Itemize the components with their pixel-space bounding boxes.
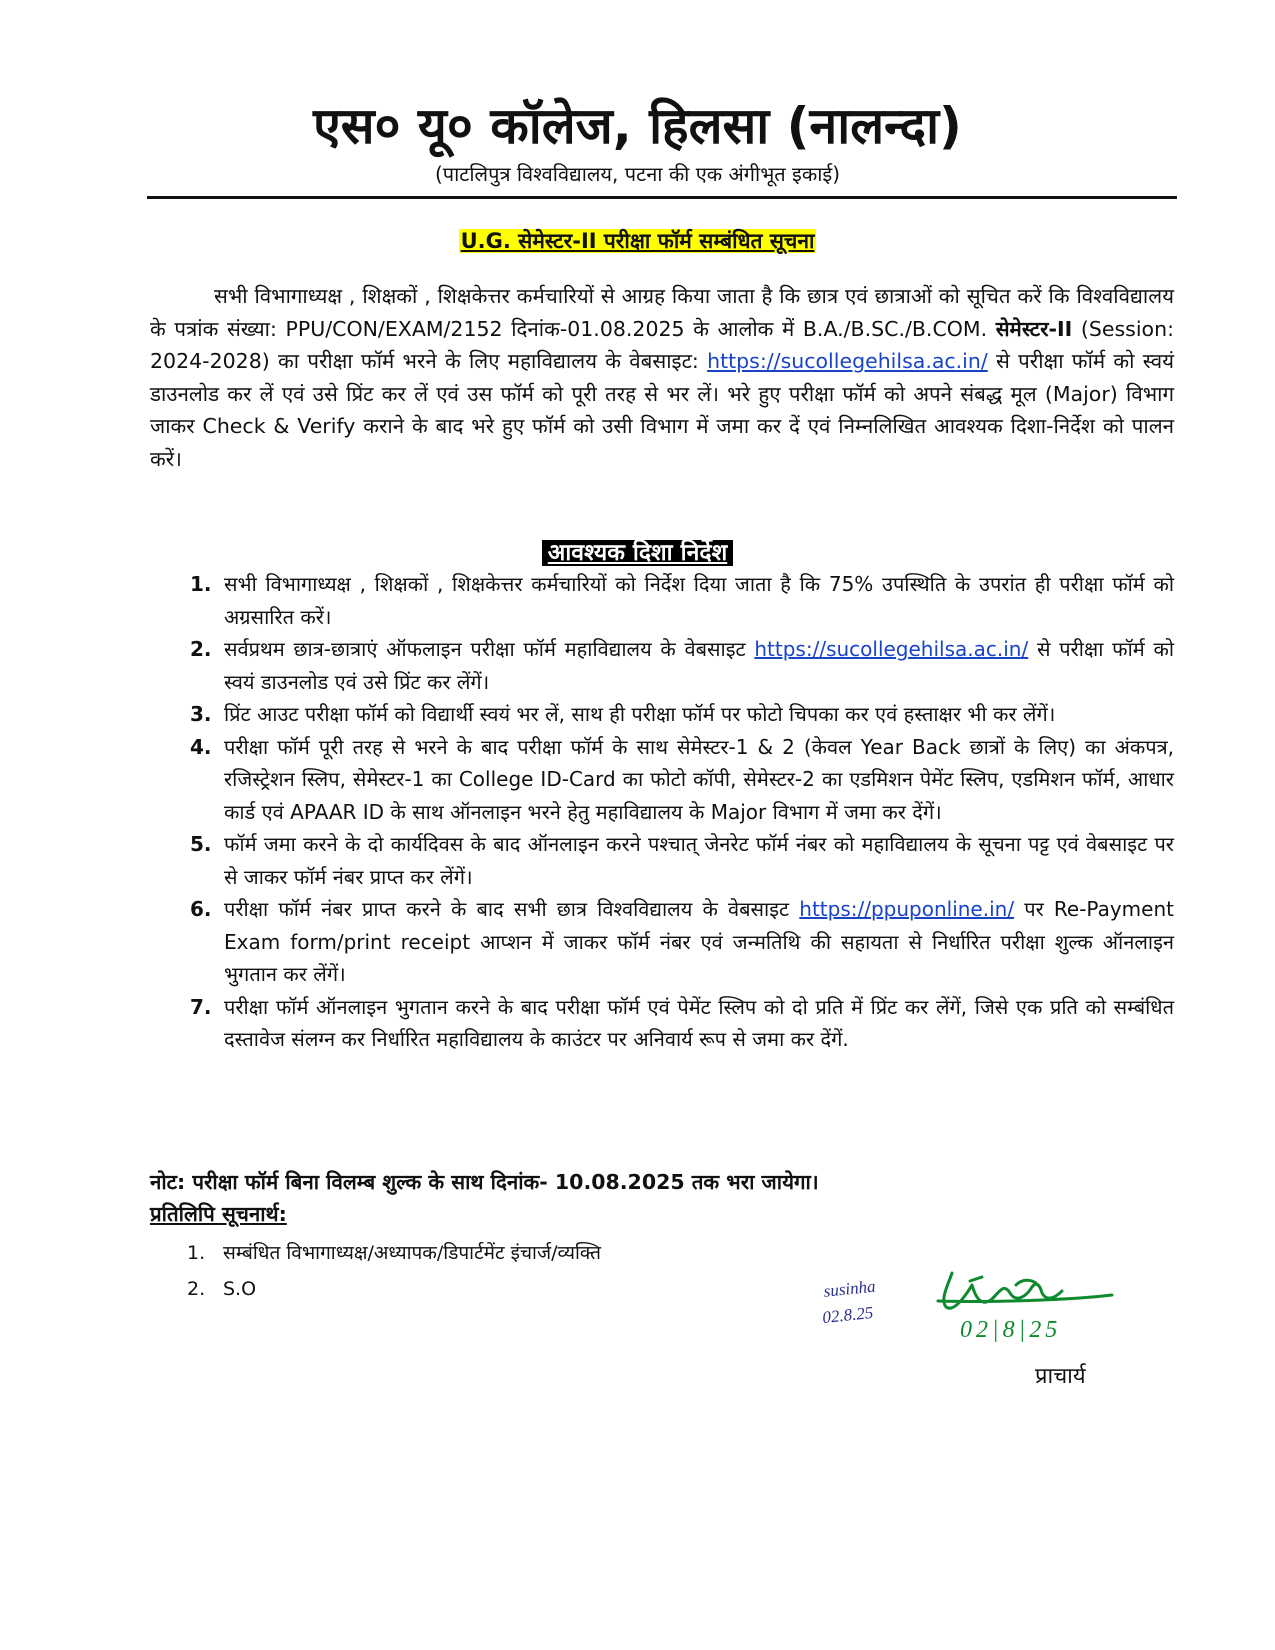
- guideline-text: परीक्षा फॉर्म नंबर प्राप्त करने के बाद सभी छात्र विश्वविद्यालय के वेबसाइट: [224, 897, 800, 921]
- copy-number: 2.: [187, 1278, 206, 1300]
- guideline-text: प्रिंट आउट परीक्षा फॉर्म को विद्यार्थी स्वयं भर लें, साथ ही परीक्षा फॉर्म पर फोटो चिपका कर एवं हस्ताक्षर भी कर लेंगें।: [224, 702, 1056, 726]
- intro-text-2: (Session: 2024-2028) का परीक्षा फॉर्म भरने के लिए महाविद्यालय के वेबसाइट:: [150, 316, 1174, 373]
- university-website-link[interactable]: https://ppuponline.in/: [799, 897, 1015, 921]
- guideline-item: [190, 828, 1174, 893]
- guideline-text: पर Re-Payment Exam form/print receipt आप्शन में जाकर फॉर्म नंबर एवं जन्मतिथि की सहायता से निर्धारित परीक्षा शुल्क ऑनलाइन भुगतान कर लेंगें।: [224, 897, 1174, 986]
- signature-area: [821, 1255, 1200, 1405]
- header-divider: [147, 196, 1177, 199]
- copy-text: सम्बंधित विभागाध्यक्ष/अध्यापक/डिपार्टमेंट इंचार्ज/व्यक्ति: [223, 1242, 601, 1264]
- guideline-item: [190, 568, 1174, 633]
- copy-heading: प्रतिलिपि सूचनार्थ:: [150, 1202, 287, 1226]
- signatures-svg: [821, 1255, 1200, 1405]
- notice-title: [0, 227, 1275, 255]
- guideline-number: 6.: [190, 897, 212, 921]
- guidelines-list: [190, 568, 1174, 1056]
- guideline-number: 1.: [190, 572, 212, 596]
- principal-signature: [938, 1273, 1112, 1308]
- guideline-text: परीक्षा फॉर्म पूरी तरह से भरने के बाद परीक्षा फॉर्म के साथ सेमेस्टर-1 & 2 (केवल Year Back छात्रों के लिए) का अंकपत्र, रजिस्ट्रेशन स्लिप, सेमेस्टर-1 का College ID-Card का फोटो कॉपी, सेमेस्टर-2 का एडमिशन पेमेंट स्लिप, एडमिशन फॉर्म, आधार कार्ड एवं APAAR ID के साथ ऑनलाइन भरने हेतु महाविद्यालय के Major विभाग में जमा कर देंगें।: [224, 734, 1174, 824]
- notice-title-text: U.G. सेमेस्टर-II परीक्षा फॉर्म सम्बंधित सूचना: [460, 229, 815, 253]
- affiliation-text: (पाटलिपुत्र विश्वविद्यालय, पटना की एक अंगीभूत इकाई): [434, 162, 841, 186]
- guideline-number: 3.: [190, 702, 212, 726]
- copy-list-item: [187, 1235, 601, 1271]
- guideline-text: सभी विभागाध्यक्ष , शिक्षकों , शिक्षकेत्तर कर्मचारियों को निर्देश दिया जाता है कि 75% उपस्थिति के उपरांत ही परीक्षा फॉर्म को अग्रसारित करें।: [224, 572, 1174, 629]
- guideline-number: 7.: [190, 994, 212, 1019]
- copy-list: [187, 1235, 601, 1307]
- guidelines-heading: [0, 535, 1275, 567]
- guideline-text: से परीक्षा फॉर्म को स्वयं डाउनलोड एवं उसे प्रिंट कर लेंगें।: [224, 637, 1174, 694]
- copy-number: 1.: [187, 1242, 206, 1264]
- clerk-signature: susinha: [822, 1276, 877, 1301]
- guideline-number: 4.: [190, 734, 212, 759]
- college-website-link[interactable]: https://sucollegehilsa.ac.in/: [754, 637, 1029, 661]
- college-website-link[interactable]: https://sucollegehilsa.ac.in/: [707, 349, 988, 373]
- intro-semester: सेमेस्टर-II: [995, 316, 1073, 341]
- guideline-text: परीक्षा फॉर्म ऑनलाइन भुगतान करने के बाद परीक्षा फॉर्म एवं पेमेंट स्लिप को दो प्रति में प्रिंट कर लेंगें, जिसे एक प्रति को सम्बंधित दस्तावेज संलग्न कर निर्धारित महाविद्यालय के काउंटर पर अनिवार्य रूप से जमा कर देंगें.: [224, 994, 1174, 1051]
- intro-paragraph: [150, 280, 1174, 475]
- guideline-item: [190, 893, 1174, 991]
- guideline-text: फॉर्म जमा करने के दो कार्यदिवस के बाद ऑनलाइन करने पश्चात् जेनरेट फॉर्म नंबर को महाविद्यालय के सूचना पट्ट एवं वेबसाइट पर से जाकर फॉर्म नंबर प्राप्त कर लेंगें।: [224, 832, 1174, 889]
- college-name: एस० यू० कॉलेज, हिलसा (नालन्दा): [313, 97, 962, 155]
- intro-text-1: सभी विभागाध्यक्ष , शिक्षकों , शिक्षकेत्तर कर्मचारियों से आग्रह किया जाता है कि छात्र एवं छात्राओं को सूचित करें कि विश्वविद्यालय के पत्रांक संख्या: PPU/CON/EXAM/2152 दिनांक-01.08.2025 के आलोक में B.A./B.SC./B.COM.: [150, 284, 1174, 341]
- principal-title: प्राचार्य: [1035, 1364, 1086, 1389]
- intro-text-3: से परीक्षा फॉर्म को स्वयं डाउनलोड कर लें एवं उसे प्रिंट कर लें एवं उस फॉर्म को पूरी तरह से भर लें। भरे हुए परीक्षा फॉर्म को अपने संबद्ध मूल (Major) विभाग जाकर Check & Verify कराने के बाद भरे हुए फॉर्म को उसी विभाग में जमा कर दें एवं निम्नलिखित आवश्यक दिशा-निर्देश को पालन करें।: [150, 349, 1174, 471]
- principal-signature-date: 02|8|25: [960, 1317, 1062, 1343]
- guideline-item: [190, 731, 1174, 829]
- guideline-item: [190, 698, 1174, 731]
- guideline-text: सर्वप्रथम छात्र-छात्राएं ऑफलाइन परीक्षा फॉर्म महाविद्यालय के वेबसाइट: [224, 637, 755, 661]
- copy-text: S.O: [223, 1278, 257, 1300]
- guideline-number: 5.: [190, 832, 212, 856]
- guideline-item: [190, 633, 1174, 698]
- clerk-signature-date: 02.8.25: [821, 1302, 875, 1328]
- guideline-number: 2.: [190, 637, 212, 661]
- deadline-note: नोट: परीक्षा फॉर्म बिना विलम्ब शुल्क के साथ दिनांक- 10.08.2025 तक भरा जायेगा।: [150, 1170, 819, 1194]
- guidelines-heading-text: आवश्यक दिशा निर्देश: [542, 540, 733, 566]
- guideline-item: [190, 991, 1174, 1056]
- copy-list-item: [187, 1271, 601, 1307]
